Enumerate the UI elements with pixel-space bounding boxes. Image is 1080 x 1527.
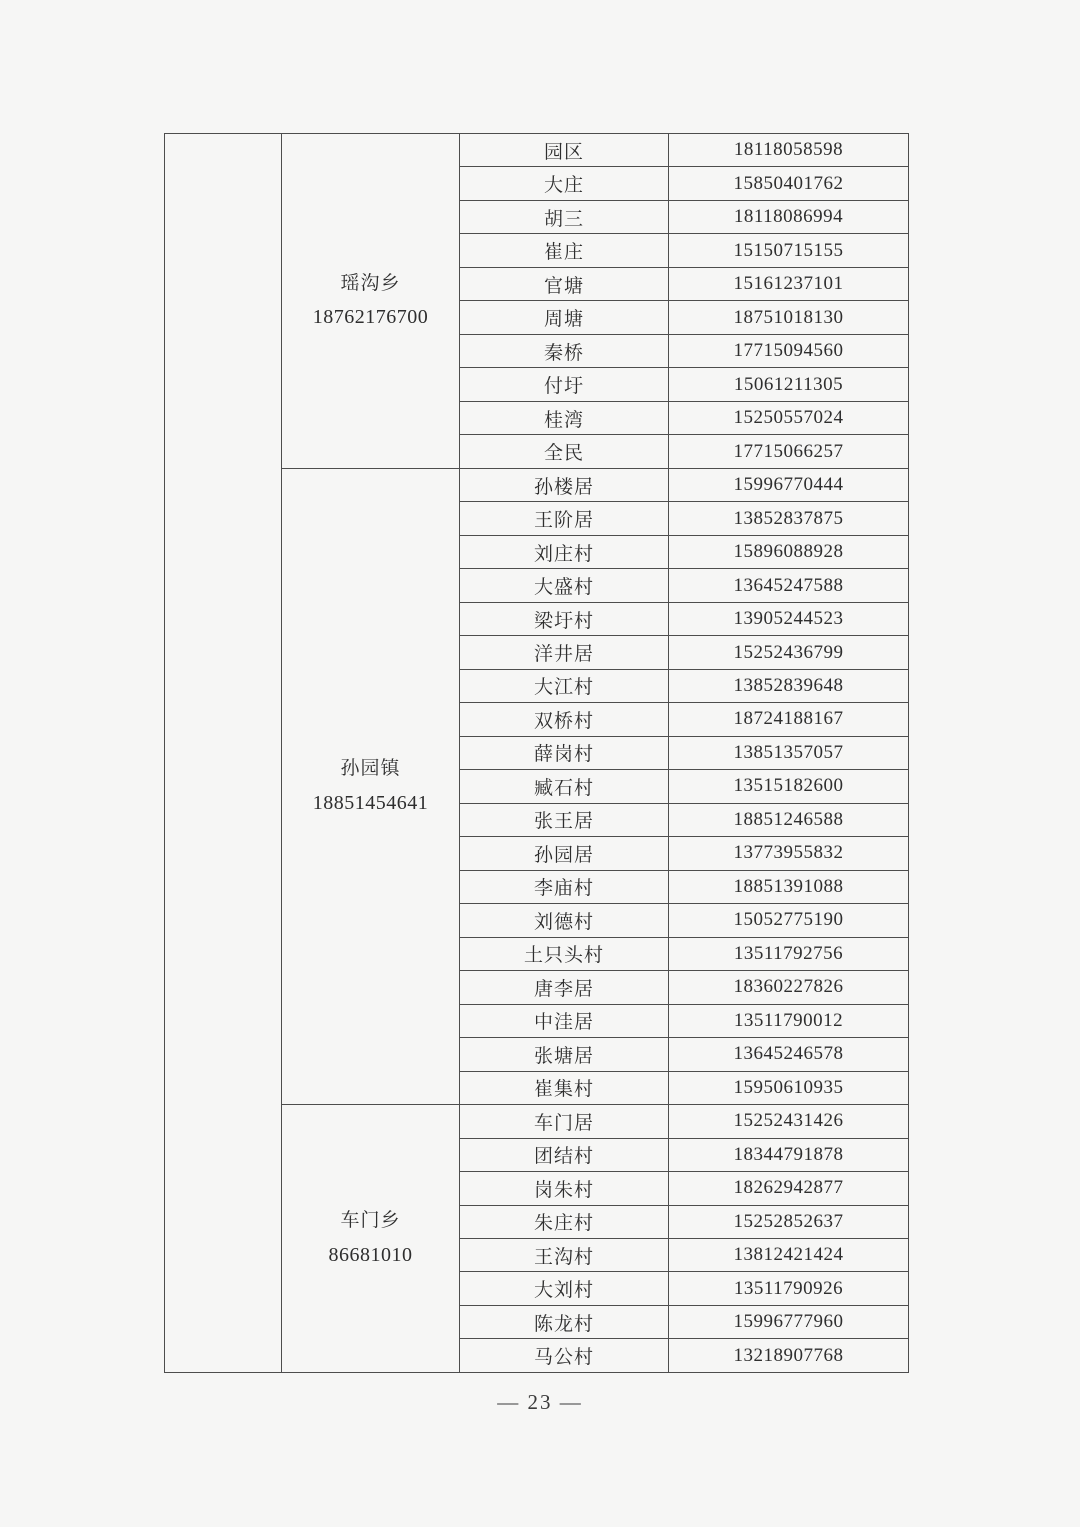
village-name-cell: 胡三 xyxy=(460,200,669,233)
village-phone-cell: 18751018130 xyxy=(669,301,909,334)
village-phone-cell: 13812421424 xyxy=(669,1238,909,1271)
village-phone-cell: 13515182600 xyxy=(669,770,909,803)
village-name-cell: 王阶居 xyxy=(460,502,669,535)
village-phone-cell: 13645247588 xyxy=(669,569,909,602)
village-phone-cell: 13511790012 xyxy=(669,1004,909,1037)
village-name-cell: 崔集村 xyxy=(460,1071,669,1104)
village-name-cell: 张王居 xyxy=(460,803,669,836)
village-phone-cell: 18118086994 xyxy=(669,200,909,233)
contact-phone-table xyxy=(164,133,909,1373)
village-phone-cell: 17715094560 xyxy=(669,334,909,367)
village-phone-cell: 15061211305 xyxy=(669,368,909,401)
village-phone-cell: 15252436799 xyxy=(669,636,909,669)
village-name-cell: 园区 xyxy=(460,134,669,167)
township-cell xyxy=(282,468,460,1104)
village-name-cell: 唐李居 xyxy=(460,971,669,1004)
township-cell xyxy=(282,134,460,469)
village-phone-cell: 13218907768 xyxy=(669,1339,909,1373)
village-name-cell: 岗朱村 xyxy=(460,1172,669,1205)
township-cell xyxy=(282,1105,460,1373)
village-name-cell: 臧石村 xyxy=(460,770,669,803)
village-name-cell: 大庄 xyxy=(460,167,669,200)
village-phone-cell: 15252852637 xyxy=(669,1205,909,1238)
village-name-cell: 中洼居 xyxy=(460,1004,669,1037)
village-phone-cell: 13905244523 xyxy=(669,602,909,635)
village-phone-cell: 18724188167 xyxy=(669,703,909,736)
village-name-cell: 大江村 xyxy=(460,669,669,702)
village-name-cell: 李庙村 xyxy=(460,870,669,903)
village-phone-cell: 13852837875 xyxy=(669,502,909,535)
village-name-cell: 薛岗村 xyxy=(460,736,669,769)
village-name-cell: 陈龙村 xyxy=(460,1305,669,1338)
village-name-cell: 王沟村 xyxy=(460,1238,669,1271)
table-row xyxy=(165,134,909,167)
village-phone-cell: 15052775190 xyxy=(669,904,909,937)
village-phone-cell: 18851246588 xyxy=(669,803,909,836)
village-phone-cell: 18118058598 xyxy=(669,134,909,167)
village-name-cell: 张塘居 xyxy=(460,1038,669,1071)
village-name-cell: 刘庄村 xyxy=(460,535,669,568)
village-name-cell: 团结村 xyxy=(460,1138,669,1171)
village-phone-cell: 15161237101 xyxy=(669,267,909,300)
village-name-cell: 桂湾 xyxy=(460,401,669,434)
village-name-cell: 刘德村 xyxy=(460,904,669,937)
phone-table-body xyxy=(165,134,909,1373)
village-name-cell: 双桥村 xyxy=(460,703,669,736)
township-name: 孙园镇 xyxy=(340,758,401,780)
village-name-cell: 付圩 xyxy=(460,368,669,401)
left-spacer-cell xyxy=(165,134,282,1373)
township-phone: 86681010 xyxy=(328,1243,413,1266)
village-phone-cell: 15896088928 xyxy=(669,535,909,568)
village-phone-cell: 15950610935 xyxy=(669,1071,909,1104)
village-name-cell: 官塘 xyxy=(460,267,669,300)
village-phone-cell: 15252431426 xyxy=(669,1105,909,1138)
village-phone-cell: 17715066257 xyxy=(669,435,909,468)
village-name-cell: 全民 xyxy=(460,435,669,468)
village-phone-cell: 13511792756 xyxy=(669,937,909,970)
village-phone-cell: 15150715155 xyxy=(669,234,909,267)
village-phone-cell: 15250557024 xyxy=(669,401,909,434)
village-phone-cell: 18262942877 xyxy=(669,1172,909,1205)
village-name-cell: 孙楼居 xyxy=(460,468,669,501)
township-phone: 18851454641 xyxy=(312,791,429,814)
village-name-cell: 秦桥 xyxy=(460,334,669,367)
village-name-cell: 崔庄 xyxy=(460,234,669,267)
village-phone-cell: 15850401762 xyxy=(669,167,909,200)
village-name-cell: 洋井居 xyxy=(460,636,669,669)
village-phone-cell: 13773955832 xyxy=(669,837,909,870)
township-phone: 18762176700 xyxy=(312,306,429,329)
village-name-cell: 车门居 xyxy=(460,1105,669,1138)
village-name-cell: 孙园居 xyxy=(460,837,669,870)
village-phone-cell: 13511790926 xyxy=(669,1272,909,1305)
village-phone-cell: 13645246578 xyxy=(669,1038,909,1071)
township-name: 瑶沟乡 xyxy=(340,272,401,294)
village-name-cell: 梁圩村 xyxy=(460,602,669,635)
village-name-cell: 朱庄村 xyxy=(460,1205,669,1238)
village-phone-cell: 13851357057 xyxy=(669,736,909,769)
village-phone-cell: 15996777960 xyxy=(669,1305,909,1338)
village-name-cell: 土只头村 xyxy=(460,937,669,970)
page-number: — 23 — xyxy=(497,1390,583,1414)
village-phone-cell: 18851391088 xyxy=(669,870,909,903)
village-name-cell: 周塘 xyxy=(460,301,669,334)
village-name-cell: 大盛村 xyxy=(460,569,669,602)
village-phone-cell: 13852839648 xyxy=(669,669,909,702)
village-name-cell: 马公村 xyxy=(460,1339,669,1373)
village-name-cell: 大刘村 xyxy=(460,1272,669,1305)
village-phone-cell: 15996770444 xyxy=(669,468,909,501)
village-phone-cell: 18344791878 xyxy=(669,1138,909,1171)
township-name: 车门乡 xyxy=(340,1210,401,1232)
village-phone-cell: 18360227826 xyxy=(669,971,909,1004)
